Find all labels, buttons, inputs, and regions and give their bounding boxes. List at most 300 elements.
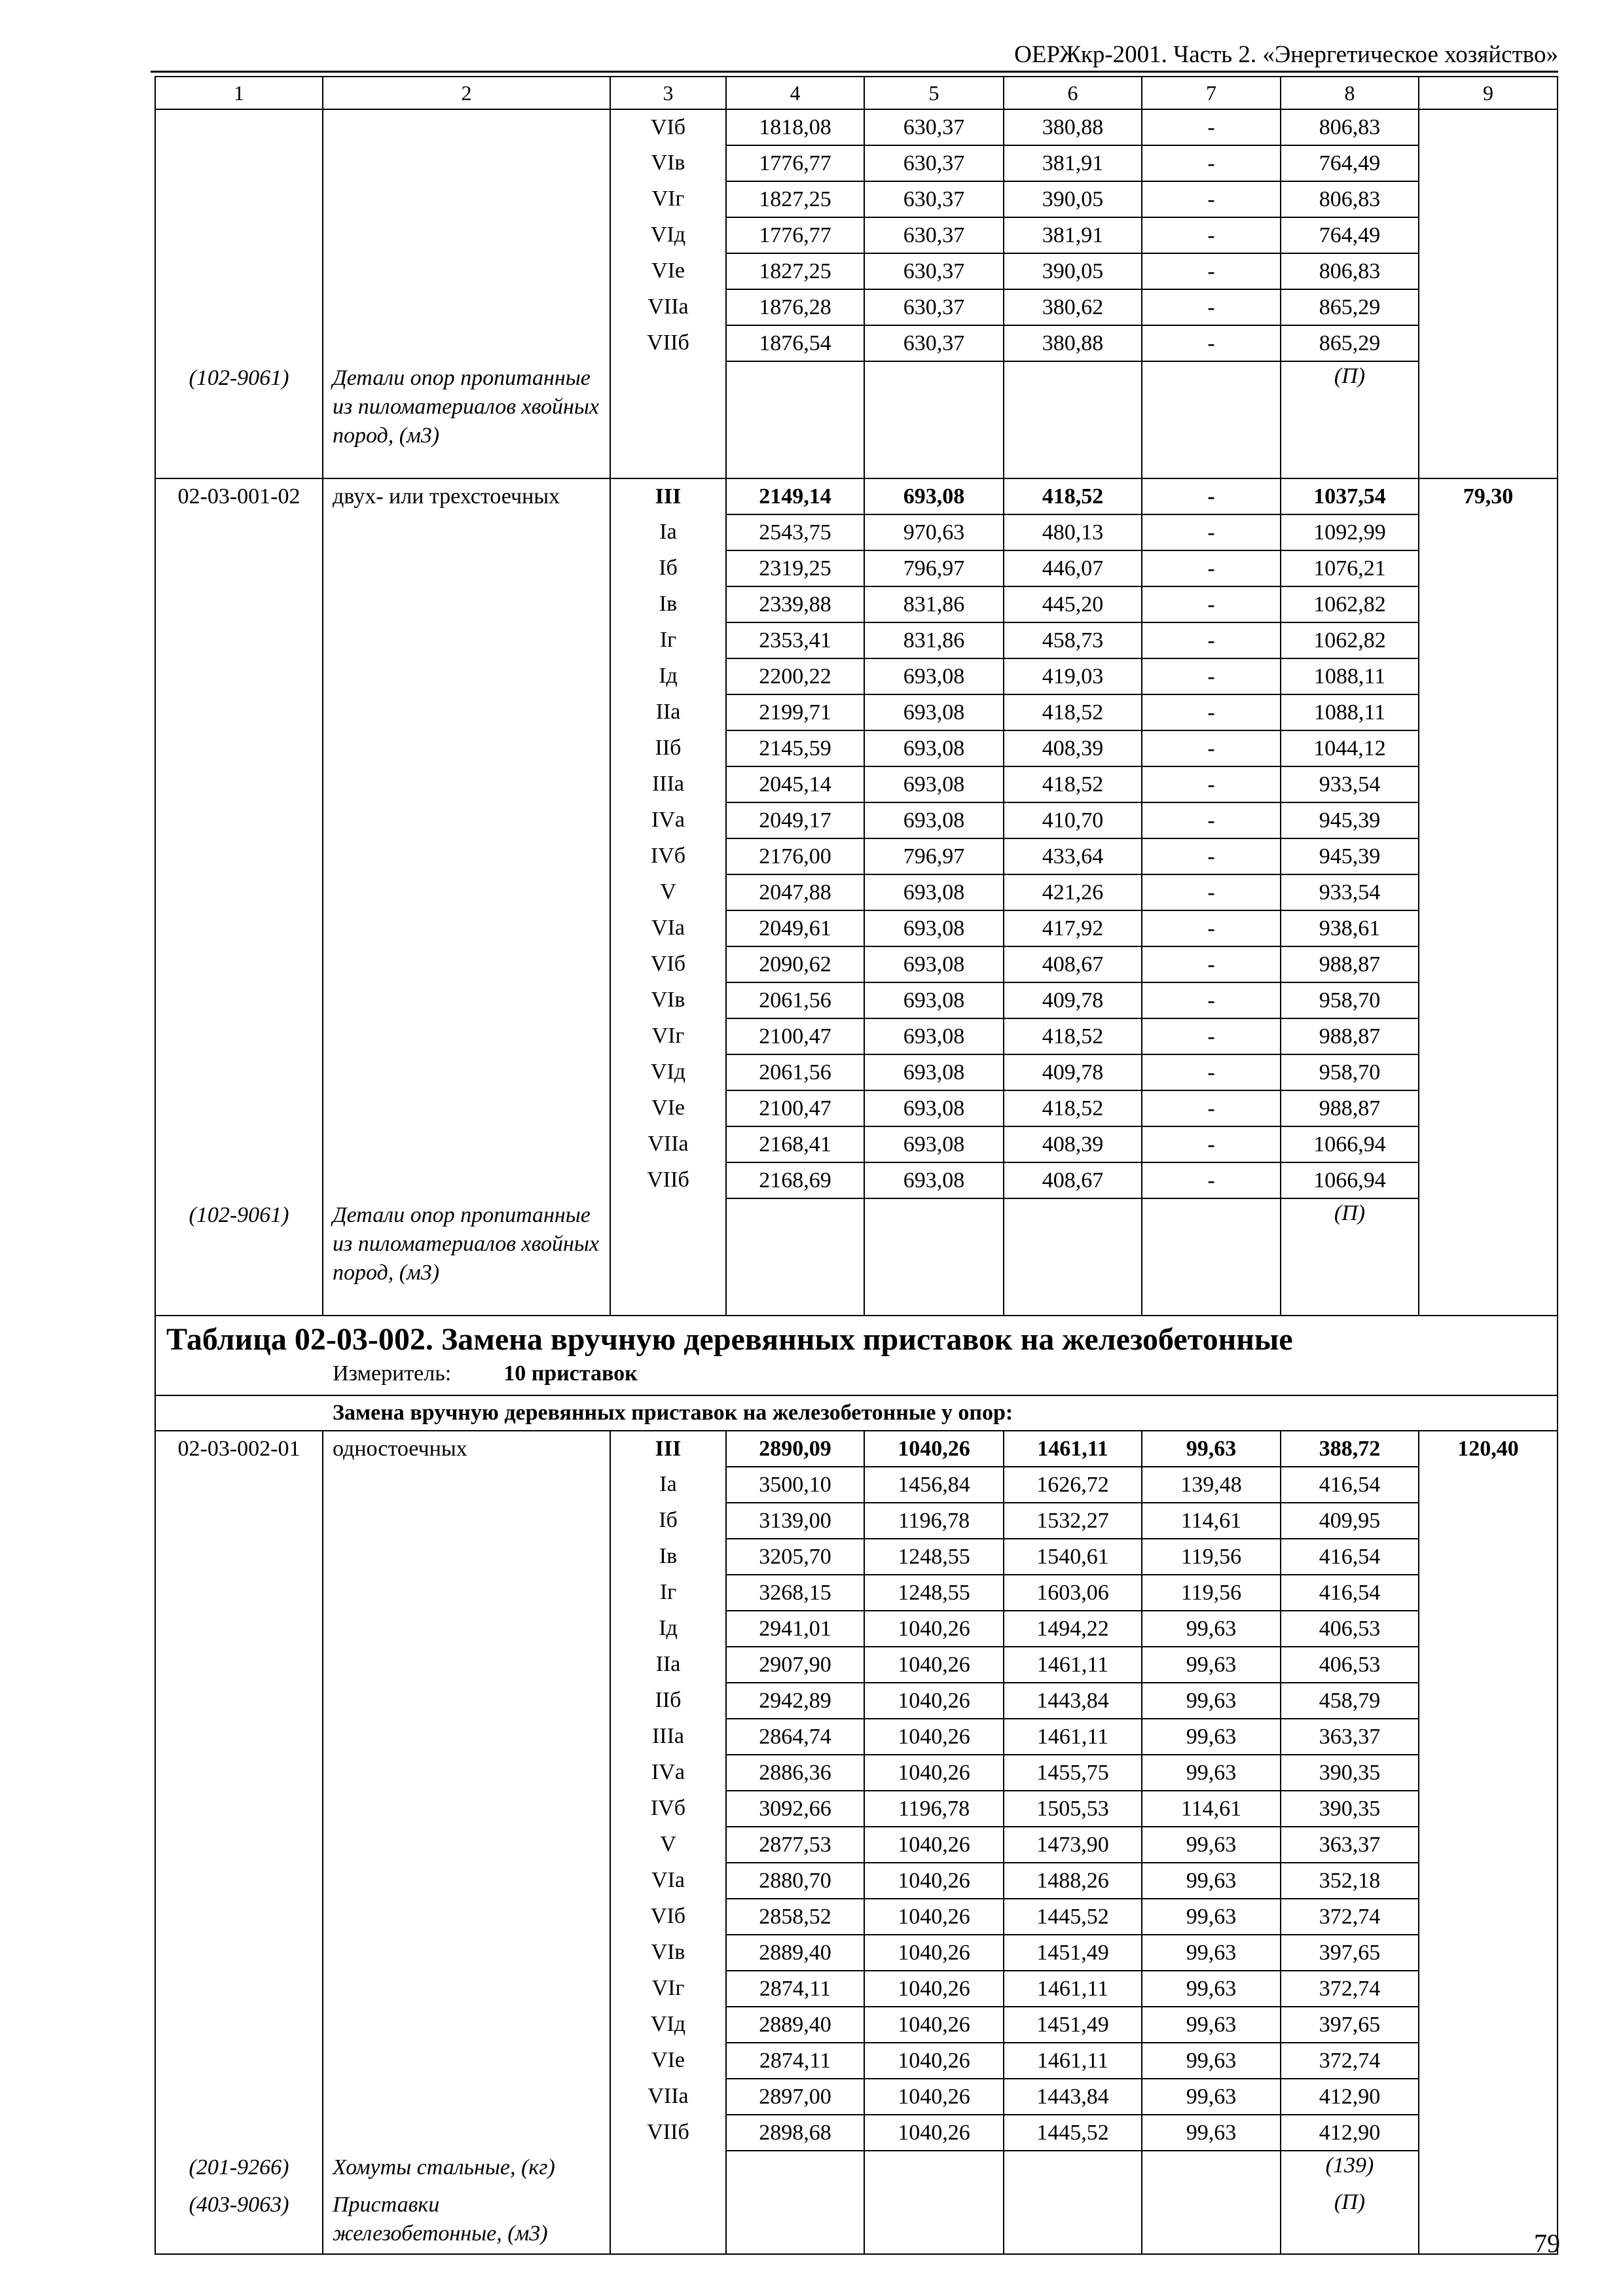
mass-cell: [1419, 253, 1558, 289]
value-cell: 1040,26: [864, 2043, 1004, 2079]
rate-code: [155, 1863, 323, 1899]
empty-cell: [726, 1198, 864, 1316]
table-row: [155, 1539, 1558, 1575]
empty-cell: [1004, 361, 1142, 478]
zone-cell: IVа: [610, 1755, 726, 1791]
table-row: [155, 2007, 1558, 2043]
mass-cell: [1419, 982, 1558, 1018]
mass-cell: [1419, 730, 1558, 766]
zone-cell: IIIа: [610, 1719, 726, 1755]
rate-code: [155, 253, 323, 289]
value-cell: 99,63: [1142, 1431, 1281, 1467]
value-cell: 2942,89: [726, 1683, 864, 1719]
value-cell: 693,08: [864, 730, 1004, 766]
zone-cell: VIа: [610, 1863, 726, 1899]
empty-cell: [1004, 1198, 1142, 1316]
value-cell: 1066,94: [1281, 1126, 1419, 1162]
header-rule: [151, 71, 1558, 73]
rate-code: [155, 1827, 323, 1863]
value-cell: 1461,11: [1004, 1971, 1142, 2007]
table-row: [155, 946, 1558, 982]
table-row: [155, 2043, 1558, 2079]
value-cell: 630,37: [864, 145, 1004, 181]
value-cell: 806,83: [1281, 181, 1419, 217]
value-cell: 1088,11: [1281, 694, 1419, 730]
zone-cell: VIIа: [610, 2079, 726, 2115]
resource-row: [155, 2188, 1558, 2254]
value-cell: -: [1142, 1126, 1281, 1162]
empty-cell: [1142, 2151, 1281, 2188]
value-cell: 1040,26: [864, 1647, 1004, 1683]
value-cell: 1445,52: [1004, 2115, 1142, 2151]
value-cell: 2049,17: [726, 802, 864, 838]
mass-cell: [1419, 838, 1558, 874]
value-cell: -: [1142, 838, 1281, 874]
rate-name: [323, 1126, 610, 1162]
mass-cell: [1419, 1827, 1558, 1863]
value-cell: 693,08: [864, 658, 1004, 694]
value-cell: 1040,26: [864, 1827, 1004, 1863]
rate-code: [155, 802, 323, 838]
value-cell: 2319,25: [726, 550, 864, 586]
value-cell: 388,72: [1281, 1431, 1419, 1467]
value-cell: 1044,12: [1281, 730, 1419, 766]
value-cell: 363,37: [1281, 1719, 1419, 1755]
resource-code: (201-9266): [155, 2151, 323, 2188]
value-cell: 433,64: [1004, 838, 1142, 874]
value-cell: -: [1142, 1090, 1281, 1126]
value-cell: 406,53: [1281, 1611, 1419, 1647]
value-cell: 409,78: [1004, 982, 1142, 1018]
value-cell: 1451,49: [1004, 1935, 1142, 1971]
table-row: [155, 1791, 1558, 1827]
value-cell: 1076,21: [1281, 550, 1419, 586]
table-row: [155, 1575, 1558, 1611]
value-cell: 408,67: [1004, 946, 1142, 982]
value-cell: 2149,14: [726, 478, 864, 514]
mass-cell: [1419, 2115, 1558, 2151]
table-row: [155, 838, 1558, 874]
mass-cell: [1419, 217, 1558, 253]
zone-cell: IIа: [610, 1647, 726, 1683]
rate-code: [155, 1611, 323, 1647]
zone-cell: Iб: [610, 550, 726, 586]
value-cell: 2858,52: [726, 1899, 864, 1935]
rate-code: [155, 1647, 323, 1683]
table-row: [155, 1054, 1558, 1090]
value-cell: 1248,55: [864, 1539, 1004, 1575]
value-cell: 1062,82: [1281, 586, 1419, 622]
empty-cell: [726, 2188, 864, 2254]
rate-code: [155, 1539, 323, 1575]
value-cell: -: [1142, 622, 1281, 658]
mass-cell: [1419, 1611, 1558, 1647]
value-cell: 2890,09: [726, 1431, 864, 1467]
mass-cell: [1419, 1647, 1558, 1683]
rates-table: [155, 76, 1558, 2255]
value-cell: 1248,55: [864, 1575, 1004, 1611]
empty-cell: [864, 2151, 1004, 2188]
mass-cell: [1419, 1755, 1558, 1791]
value-cell: 1037,54: [1281, 478, 1419, 514]
measure-line: [166, 1361, 1557, 1386]
rate-name: [323, 874, 610, 910]
value-cell: 1776,77: [726, 145, 864, 181]
value-cell: 693,08: [864, 694, 1004, 730]
table-row: [155, 1899, 1558, 1935]
value-cell: 397,65: [1281, 2007, 1419, 2043]
rate-name: [323, 1090, 610, 1126]
value-cell: 1092,99: [1281, 514, 1419, 550]
rate-name: [323, 1935, 610, 1971]
column-number: 4: [726, 77, 864, 109]
rate-code: [155, 1971, 323, 2007]
zone-cell: VIIб: [610, 1162, 726, 1198]
rate-code: [155, 910, 323, 946]
empty-cell: [1419, 361, 1558, 478]
rate-name: [323, 1539, 610, 1575]
table-title-row: [155, 1316, 1558, 1395]
zone-cell: III: [610, 1431, 726, 1467]
value-cell: 796,97: [864, 550, 1004, 586]
value-cell: 764,49: [1281, 217, 1419, 253]
value-cell: 139,48: [1142, 1467, 1281, 1503]
rate-code: [155, 946, 323, 982]
zone-cell: Iг: [610, 1575, 726, 1611]
value-cell: -: [1142, 766, 1281, 802]
rate-code: [155, 514, 323, 550]
zone-cell: IVа: [610, 802, 726, 838]
value-cell: 865,29: [1281, 325, 1419, 361]
mass-cell: [1419, 514, 1558, 550]
value-cell: -: [1142, 109, 1281, 145]
table-row: [155, 1647, 1558, 1683]
value-cell: 1088,11: [1281, 658, 1419, 694]
rate-name: [323, 289, 610, 325]
value-cell: 99,63: [1142, 2115, 1281, 2151]
value-cell: 421,26: [1004, 874, 1142, 910]
zone-cell: VIд: [610, 217, 726, 253]
table-row: [155, 730, 1558, 766]
value-cell: 693,08: [864, 1126, 1004, 1162]
rate-name: [323, 1791, 610, 1827]
table-row: [155, 1431, 1558, 1467]
rate-name: [323, 1755, 610, 1791]
zone-cell: VIб: [610, 946, 726, 982]
value-cell: 1456,84: [864, 1467, 1004, 1503]
value-cell: 1196,78: [864, 1791, 1004, 1827]
value-cell: -: [1142, 874, 1281, 910]
table-row: [155, 2079, 1558, 2115]
rate-code: [155, 181, 323, 217]
value-cell: -: [1142, 586, 1281, 622]
value-cell: 1818,08: [726, 109, 864, 145]
value-cell: 119,56: [1142, 1575, 1281, 1611]
rate-code: [155, 2115, 323, 2151]
value-cell: 458,79: [1281, 1683, 1419, 1719]
rate-name: [323, 658, 610, 694]
value-cell: 2176,00: [726, 838, 864, 874]
value-cell: 445,20: [1004, 586, 1142, 622]
value-cell: 1876,28: [726, 289, 864, 325]
empty-cell: [610, 1198, 726, 1316]
rate-name: [323, 1647, 610, 1683]
value-cell: -: [1142, 514, 1281, 550]
value-cell: 409,95: [1281, 1503, 1419, 1539]
zone-cell: IVб: [610, 838, 726, 874]
value-cell: -: [1142, 550, 1281, 586]
rate-name: [323, 514, 610, 550]
rate-name: [323, 253, 610, 289]
rate-code: [155, 982, 323, 1018]
zone-cell: IIа: [610, 694, 726, 730]
value-cell: 1040,26: [864, 1935, 1004, 1971]
value-cell: 1445,52: [1004, 1899, 1142, 1935]
zone-cell: VIе: [610, 2043, 726, 2079]
value-cell: 1062,82: [1281, 622, 1419, 658]
rate-code: [155, 2079, 323, 2115]
value-cell: 99,63: [1142, 1899, 1281, 1935]
value-cell: 2168,69: [726, 1162, 864, 1198]
value-cell: 416,54: [1281, 1539, 1419, 1575]
value-cell: 3139,00: [726, 1503, 864, 1539]
rate-code: [155, 1467, 323, 1503]
value-cell: 693,08: [864, 910, 1004, 946]
table-row: [155, 874, 1558, 910]
rate-name: [323, 838, 610, 874]
empty-cell: [726, 361, 864, 478]
value-cell: 933,54: [1281, 874, 1419, 910]
rate-name: [323, 1054, 610, 1090]
value-cell: 99,63: [1142, 1863, 1281, 1899]
value-cell: 933,54: [1281, 766, 1419, 802]
value-cell: 381,91: [1004, 217, 1142, 253]
rate-name: двух- или трехстоечных: [323, 478, 610, 514]
section-title-row: [155, 1395, 1558, 1431]
value-cell: 2864,74: [726, 1719, 864, 1755]
value-cell: -: [1142, 910, 1281, 946]
value-cell: 831,86: [864, 622, 1004, 658]
value-cell: 1461,11: [1004, 1647, 1142, 1683]
table-row: [155, 1090, 1558, 1126]
rate-name: [323, 1719, 610, 1755]
column-number: 7: [1142, 77, 1281, 109]
table-row: [155, 766, 1558, 802]
value-cell: 2199,71: [726, 694, 864, 730]
mass-cell: [1419, 2043, 1558, 2079]
value-cell: 1040,26: [864, 1863, 1004, 1899]
empty-cell: [1419, 1198, 1558, 1316]
measure-value: 10 приставок: [503, 1361, 638, 1386]
resource-code: (403-9063): [155, 2188, 323, 2254]
value-cell: 417,92: [1004, 910, 1142, 946]
zone-cell: V: [610, 1827, 726, 1863]
section-title: Замена вручную деревянных приставок на железобетонные у опор:: [155, 1395, 1558, 1431]
zone-cell: VIIа: [610, 289, 726, 325]
value-cell: 865,29: [1281, 289, 1419, 325]
zone-cell: VIд: [610, 1054, 726, 1090]
value-cell: 419,03: [1004, 658, 1142, 694]
zone-cell: Iа: [610, 1467, 726, 1503]
zone-cell: VIе: [610, 1090, 726, 1126]
value-cell: 1040,26: [864, 2007, 1004, 2043]
mass-cell: [1419, 1090, 1558, 1126]
empty-cell: [864, 2188, 1004, 2254]
value-cell: 938,61: [1281, 910, 1419, 946]
value-cell: -: [1142, 478, 1281, 514]
value-cell: 1040,26: [864, 2115, 1004, 2151]
zone-cell: VIг: [610, 1018, 726, 1054]
value-cell: 958,70: [1281, 982, 1419, 1018]
rate-name: [323, 910, 610, 946]
rate-name: [323, 109, 610, 145]
value-cell: 945,39: [1281, 802, 1419, 838]
mass-cell: [1419, 1791, 1558, 1827]
value-cell: 2339,88: [726, 586, 864, 622]
table-row: [155, 109, 1558, 145]
rate-code: 02-03-002-01: [155, 1431, 323, 1467]
mass-cell: [1419, 1899, 1558, 1935]
empty-cell: [726, 2151, 864, 2188]
rate-code: [155, 2043, 323, 2079]
value-cell: 1040,26: [864, 1683, 1004, 1719]
rate-code: [155, 730, 323, 766]
value-cell: 418,52: [1004, 766, 1142, 802]
rate-code: [155, 874, 323, 910]
value-cell: -: [1142, 1162, 1281, 1198]
value-cell: 418,52: [1004, 1018, 1142, 1054]
rate-name: [323, 145, 610, 181]
zone-cell: Iг: [610, 622, 726, 658]
value-cell: 693,08: [864, 1054, 1004, 1090]
value-cell: 2874,11: [726, 1971, 864, 2007]
rate-name: [323, 1162, 610, 1198]
value-cell: 2045,14: [726, 766, 864, 802]
value-cell: 114,61: [1142, 1791, 1281, 1827]
value-cell: 1451,49: [1004, 2007, 1142, 2043]
rate-code: [155, 2007, 323, 2043]
value-cell: 99,63: [1142, 1971, 1281, 2007]
resource-name: Детали опор пропитанные из пиломатериалов хвойных пород, (м3): [323, 1198, 610, 1316]
table-row: [155, 1827, 1558, 1863]
table-row: [155, 1162, 1558, 1198]
rate-code: [155, 1503, 323, 1539]
value-cell: 1040,26: [864, 1755, 1004, 1791]
zone-cell: VIIб: [610, 325, 726, 361]
table-row: [155, 1467, 1558, 1503]
table-row: [155, 1126, 1558, 1162]
mass-cell: [1419, 874, 1558, 910]
empty-cell: [610, 361, 726, 478]
rate-code: [155, 1090, 323, 1126]
value-cell: 2049,61: [726, 910, 864, 946]
value-cell: 1540,61: [1004, 1539, 1142, 1575]
resource-name: Детали опор пропитанные из пиломатериалов хвойных пород, (м3): [323, 361, 610, 478]
rate-name: [323, 1827, 610, 1863]
mass-cell: [1419, 802, 1558, 838]
value-cell: 1494,22: [1004, 1611, 1142, 1647]
measure-label: Измеритель:: [333, 1361, 452, 1386]
table-row: [155, 181, 1558, 217]
rate-name: [323, 694, 610, 730]
value-cell: 1040,26: [864, 1899, 1004, 1935]
table-row: [155, 1755, 1558, 1791]
zone-cell: VIв: [610, 982, 726, 1018]
rate-name: [323, 622, 610, 658]
value-cell: 114,61: [1142, 1503, 1281, 1539]
value-cell: 1461,11: [1004, 1719, 1142, 1755]
value-cell: 397,65: [1281, 1935, 1419, 1971]
zone-cell: Iв: [610, 1539, 726, 1575]
rate-name: [323, 2079, 610, 2115]
value-cell: 1461,11: [1004, 2043, 1142, 2079]
mass-cell: 79,30: [1419, 478, 1558, 514]
rate-code: [155, 1018, 323, 1054]
value-cell: 2907,90: [726, 1647, 864, 1683]
column-number: 3: [610, 77, 726, 109]
rate-code: [155, 1162, 323, 1198]
value-cell: 372,74: [1281, 1899, 1419, 1935]
rate-name: [323, 1503, 610, 1539]
rate-name: [323, 181, 610, 217]
rate-code: 02-03-001-02: [155, 478, 323, 514]
value-cell: 958,70: [1281, 1054, 1419, 1090]
empty-cell: [1004, 2151, 1142, 2188]
resource-name: Хомуты стальные, (кг): [323, 2151, 610, 2188]
column-number: 2: [323, 77, 610, 109]
table-row: [155, 289, 1558, 325]
table-row: [155, 1503, 1558, 1539]
rate-code: [155, 766, 323, 802]
mass-cell: [1419, 694, 1558, 730]
table-row: [155, 622, 1558, 658]
mass-cell: [1419, 1467, 1558, 1503]
rate-name: [323, 586, 610, 622]
value-cell: -: [1142, 181, 1281, 217]
value-cell: 372,74: [1281, 1971, 1419, 2007]
mass-cell: [1419, 1162, 1558, 1198]
zone-cell: VIа: [610, 910, 726, 946]
value-cell: 3092,66: [726, 1791, 864, 1827]
table-row: [155, 2115, 1558, 2151]
table-row: [155, 1611, 1558, 1647]
empty-cell: [1004, 2188, 1142, 2254]
rate-name: [323, 2007, 610, 2043]
rate-code: [155, 622, 323, 658]
value-cell: 3205,70: [726, 1539, 864, 1575]
value-cell: 1603,06: [1004, 1575, 1142, 1611]
value-cell: 99,63: [1142, 1827, 1281, 1863]
value-cell: 806,83: [1281, 109, 1419, 145]
value-cell: 988,87: [1281, 946, 1419, 982]
rate-name: [323, 946, 610, 982]
table-row: [155, 514, 1558, 550]
mass-cell: [1419, 946, 1558, 982]
table-row: [155, 910, 1558, 946]
value-cell: 408,39: [1004, 1126, 1142, 1162]
empty-cell: [864, 1198, 1004, 1316]
zone-cell: VIв: [610, 1935, 726, 1971]
zone-cell: VIг: [610, 181, 726, 217]
mass-cell: [1419, 550, 1558, 586]
value-cell: 630,37: [864, 217, 1004, 253]
value-cell: -: [1142, 658, 1281, 694]
value-cell: -: [1142, 325, 1281, 361]
value-cell: 1040,26: [864, 1431, 1004, 1467]
rate-code: [155, 658, 323, 694]
mass-cell: [1419, 1683, 1558, 1719]
resource-row: [155, 1198, 1558, 1316]
